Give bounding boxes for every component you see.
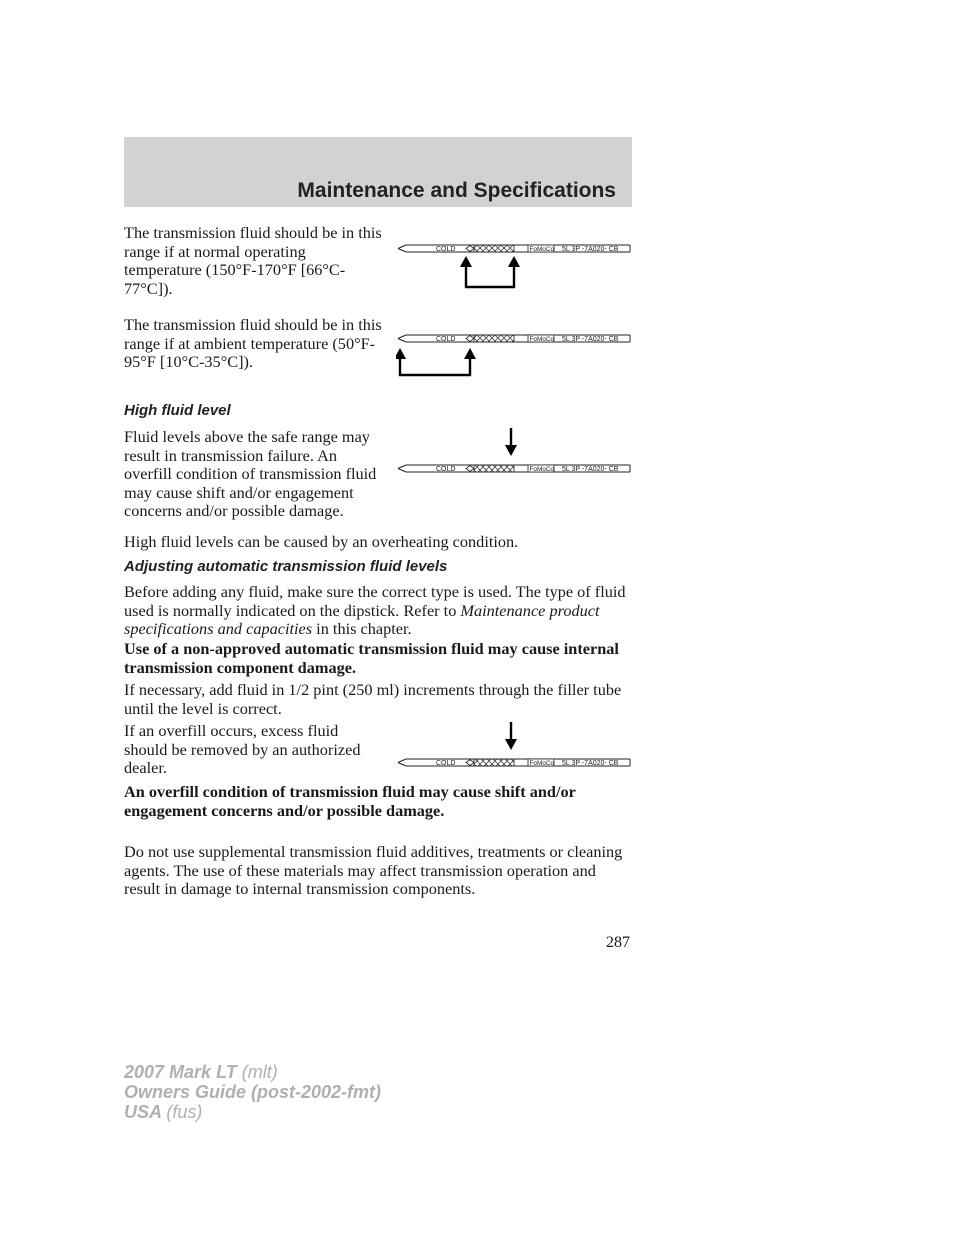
page-number: 287 xyxy=(606,934,630,951)
footer xyxy=(124,1062,381,1122)
arrow-up-icon xyxy=(464,348,476,376)
paragraph-fluid-type-text: Before adding any fluid, make sure the correct type is used. The type of fluid used is normally indicated on the dipstick. Refer to xyxy=(124,582,626,620)
dipstick-cold-label: COLD xyxy=(436,760,456,767)
warning-overfill: An overfill condition of transmission fluid may cause shift and/or engagement concerns and/or possible damage. xyxy=(124,782,576,820)
paragraph-additives: Do not use supplemental transmission fluid additives, treatments or cleaning agents. The use of these materials may affect transmission operation and result in damage to internal transmission components. xyxy=(124,842,623,899)
arrow-down-icon xyxy=(505,722,517,750)
arrow-up-icon xyxy=(460,256,472,288)
footer-market: USA xyxy=(124,1102,162,1122)
page-title: Maintenance and Specifications xyxy=(297,179,616,202)
arrow-down-icon xyxy=(505,428,517,456)
paragraph-normal-temp: The transmission fluid should be in this range if at normal operating temperature (150°F-170°F [66°C-77°C]). xyxy=(124,223,382,298)
section-heading-adjusting: Adjusting automatic transmission fluid levels xyxy=(124,558,448,575)
paragraph-ambient-temp: The transmission fluid should be in this range if at ambient temperature (50°F-95°F [10°C-35°C]). xyxy=(124,315,382,372)
paragraph-fluid-type-suffix: in this chapter. xyxy=(312,619,412,639)
header-band xyxy=(124,137,632,207)
dipstick-brand-label: FoMoCo xyxy=(529,760,555,767)
paragraph-overheating: High fluid levels can be caused by an overheating condition. xyxy=(124,532,519,551)
dipstick-brand-label: FoMoCo xyxy=(529,336,555,343)
footer-guide: Owners Guide (post-2002-fmt) xyxy=(124,1082,382,1102)
dipstick-part-label: 5L 3P -7A020- CB xyxy=(562,336,619,343)
footer-line-market xyxy=(124,1102,381,1122)
dipstick-diagram-normal xyxy=(396,236,632,292)
paragraph-high-level: Fluid levels above the safe range may result in transmission failure. An overfill condition of transmission fluid may cause shift and/or engagement concerns and/or possible damage. xyxy=(124,427,377,521)
dipstick-brand-label: FoMoCo xyxy=(529,466,555,473)
section-heading-high-fluid: High fluid level xyxy=(124,402,231,419)
dipstick-diagram-overfill xyxy=(396,722,632,772)
footer-market-code: (fus) xyxy=(166,1102,203,1122)
dipstick-diagram-high xyxy=(396,428,632,478)
dipstick-part-label: 5L 3P -7A020- CB xyxy=(562,760,619,767)
footer-line-model xyxy=(124,1062,381,1082)
paragraph-add-increments: If necessary, add fluid in 1/2 pint (250 ml) increments through the filler tube until the level is correct. xyxy=(124,680,622,718)
cross-reference-link: Maintenance product specifications and capacities xyxy=(124,600,600,639)
arrow-up-icon xyxy=(396,348,406,376)
footer-model: 2007 Mark LT xyxy=(124,1062,237,1082)
dipstick-part-label: 5L 3P -7A020- CB xyxy=(562,246,619,253)
warning-non-approved-fluid: Use of a non-approved automatic transmission fluid may cause internal transmission component damage. xyxy=(124,639,619,677)
footer-model-code: (mlt) xyxy=(241,1062,278,1082)
paragraph-fluid-type xyxy=(124,583,634,639)
dipstick-brand-label: FoMoCo xyxy=(529,246,555,253)
footer-line-guide xyxy=(124,1082,381,1102)
dipstick-cold-label: COLD xyxy=(436,246,456,253)
paragraph-overfill: If an overfill occurs, excess fluid should be removed by an authorized dealer. xyxy=(124,721,361,778)
dipstick-part-label: 5L 3P -7A020- CB xyxy=(562,466,619,473)
arrow-up-icon xyxy=(508,256,520,288)
dipstick-diagram-ambient xyxy=(396,326,632,382)
dipstick-cold-label: COLD xyxy=(436,466,456,473)
dipstick-cold-label: COLD xyxy=(436,336,456,343)
